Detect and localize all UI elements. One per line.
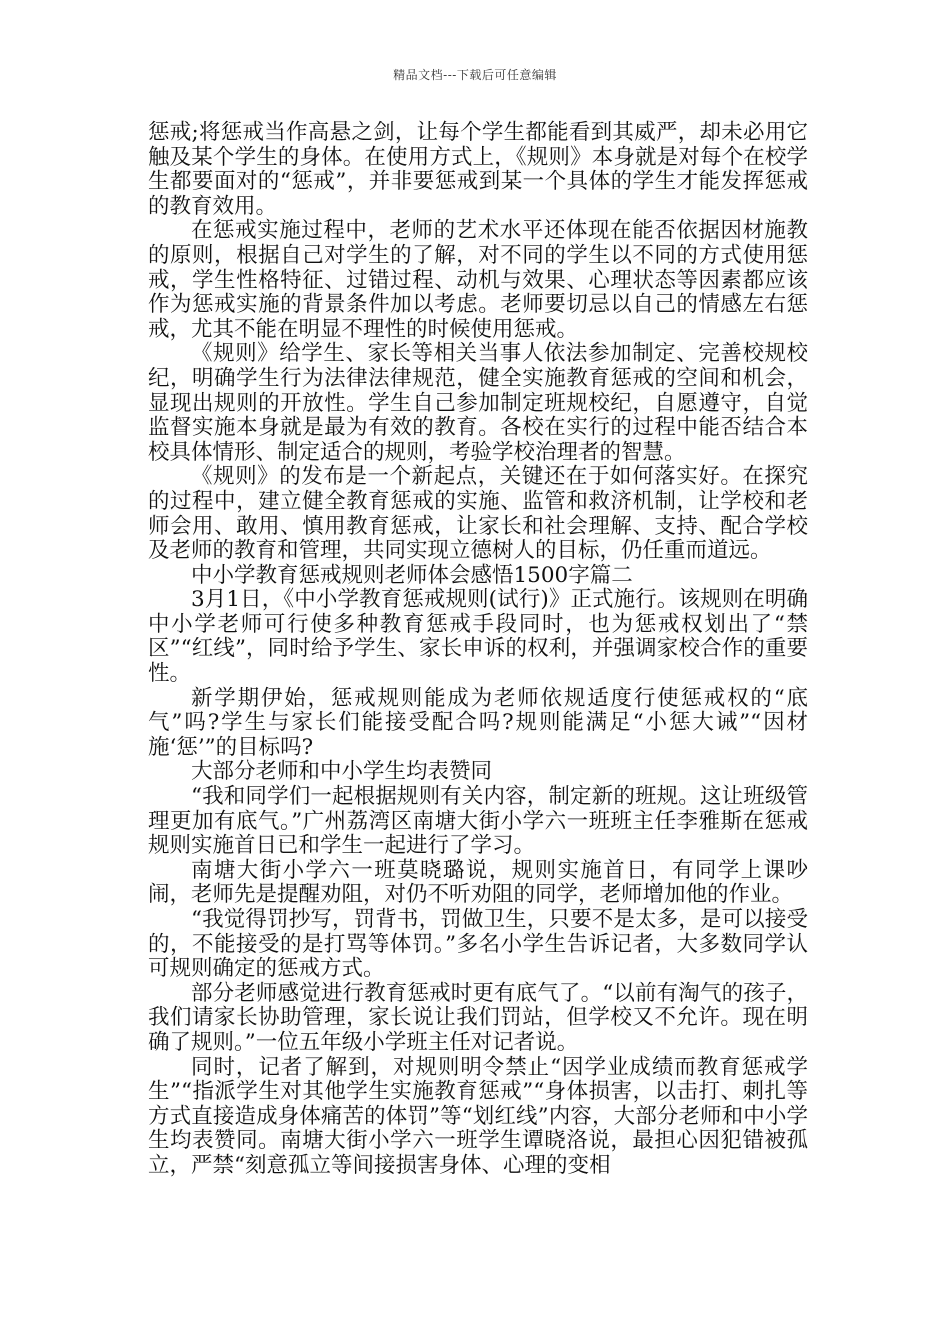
paragraph-4: 《规则》的发布是一个新起点，关键还在于如何落实好。在探究的过程中，建立健全教育惩戒的实施、监管和救济机制，让学校和老师会用、敢用、慎用教育惩戒，让家长和社会理解、支持、配合学校及老师的教育和管理，共同实现立德树人的目标，仍任重而道远。 (148, 464, 808, 564)
paragraph-12: 部分老师感觉进行教育惩戒时更有底气了。“以前有淘气的孩子，我们请家长协助管理，家长说让我们罚站，但学校又不允许。现在明确了规则。”一位五年级小学班主任对记者说。 (148, 980, 808, 1055)
paragraph-7: 新学期伊始，惩戒规则能成为老师依规适度行使惩戒权的“底气”吗?学生与家长们能接受配合吗?规则能满足“小惩大诫”“因材施‘惩’”的目标吗? (148, 685, 808, 760)
paragraph-6: 3月1日，《中小学教育惩戒规则(试行)》正式施行。该规则在明确中小学老师可行使多种教育惩戒手段同时，也为惩戒权划出了“禁区”“红线”，同时给予学生、家长申诉的权利，并强调家校合作的重要性。 (148, 587, 808, 687)
paragraph-9: “我和同学们一起根据规则有关内容，制定新的班规。这让班级管理更加有底气。”广州荔湾区南塘大街小学六一班班主任李雅斯在惩戒规则实施首日已和学生一起进行了学习。 (148, 784, 808, 859)
page-header: 精品文档---下载后可任意编辑 (393, 68, 557, 82)
paragraph-13: 同时，记者了解到，对规则明令禁止“因学业成绩而教育惩戒学生”“指派学生对其他学生实施教育惩戒”“身体损害，以击打、刺扎等方式直接造成身体痛苦的体罚”等“划红线”内容，大部分老师和中小学生均表赞同。南塘大街小学六一班学生谭晓洛说，最担心因犯错被孤立，严禁“刻意孤立等间接损害身体、心理的变相 (148, 1054, 808, 1178)
paragraph-10: 南塘大街小学六一班莫晓璐说，规则实施首日，有同学上课吵闹，老师先是提醒劝阻，对仍不听劝阻的同学，老师增加他的作业。 (148, 857, 808, 908)
paragraph-2: 在惩戒实施过程中，老师的艺术水平还体现在能否依据因材施教的原则，根据自己对学生的了解，对不同的学生以不同的方式使用惩戒，学生性格特征、过错过程、动机与效果、心理状态等因素都应该作为惩戒实施的背景条件加以考虑。老师要切忌以自己的情感左右惩戒，尤其不能在明显不理性的时候使用惩戒。 (148, 218, 808, 342)
section-title: 中小学教育惩戒规则老师体会感悟1500字篇二 (191, 562, 633, 588)
document-body (148, 121, 808, 1179)
paragraph-11: “我觉得罚抄写，罚背书，罚做卫生，只要不是太多，是可以接受的，不能接受的是打骂等体罚。”多名小学生告诉记者，大多数同学认可规则确定的惩戒方式。 (148, 907, 808, 982)
subheading: 大部分老师和中小学生均表赞同 (191, 759, 493, 785)
paragraph-1: 惩戒;将惩戒当作高悬之剑，让每个学生都能看到其威严，却未必用它触及某个学生的身体。在使用方式上，《规则》本身就是对每个在校学生都要面对的“惩戒”，并非要惩戒到某一个具体的学生才能发挥惩戒的教育效用。 (148, 120, 808, 219)
paragraph-3: 《规则》给学生、家长等相关当事人依法参加制定、完善校规校纪，明确学生行为法律法律规范，健全实施教育惩戒的空间和机会，显现出规则的开放性。学生自己参加制定班规校纪，自愿遵守，自觉监督实施本身就是最为有效的教育。各校在实行的过程中能否结合本校具体情形、制定适合的规则，考验学校治理者的智慧。 (148, 341, 808, 465)
